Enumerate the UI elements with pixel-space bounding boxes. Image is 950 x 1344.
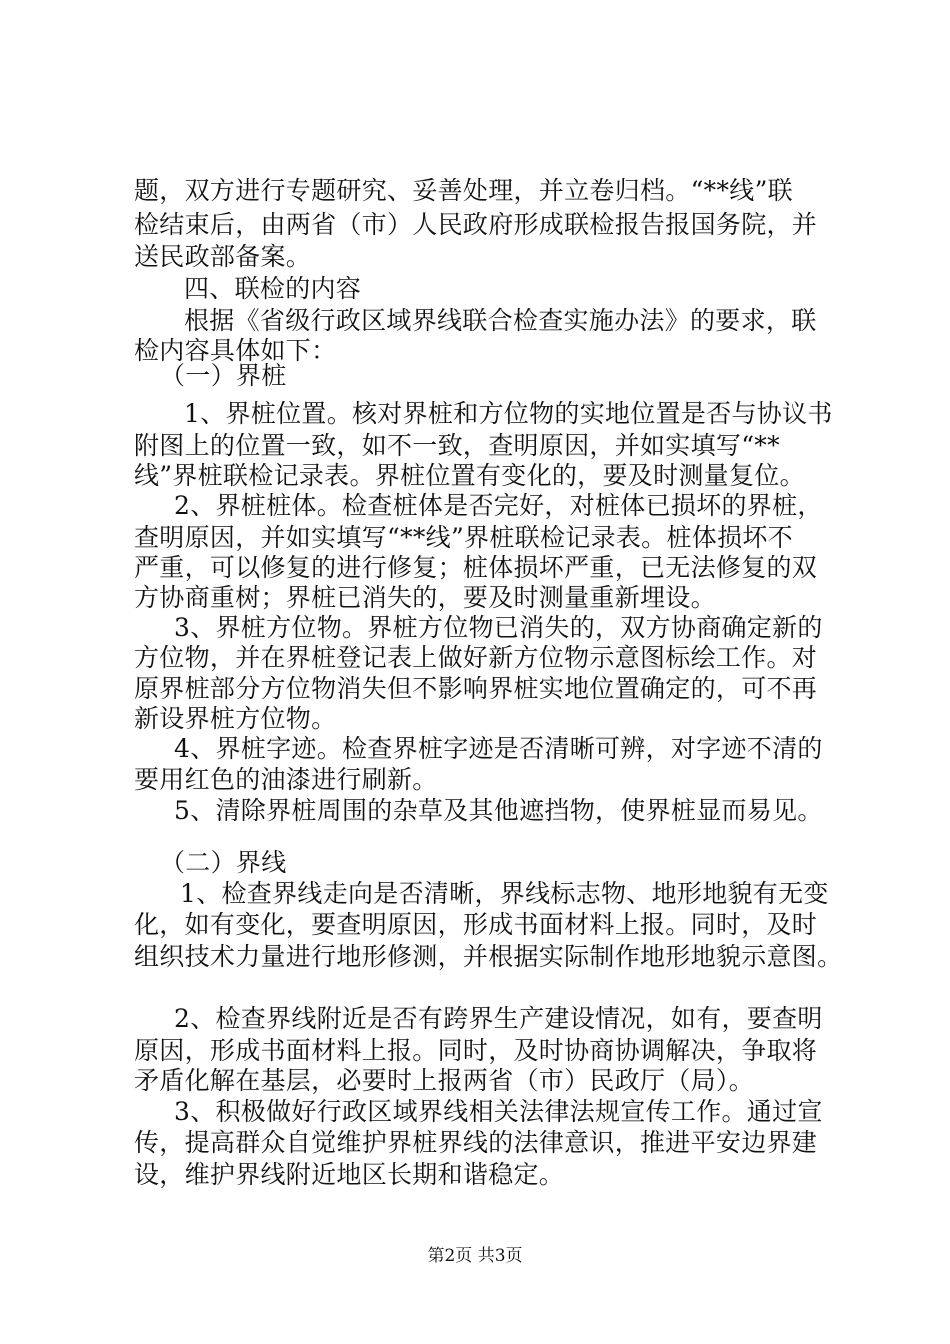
- section-heading: 四、联检的内容: [184, 274, 362, 303]
- text-line: 严重，可以修复的进行修复；桩体损坏严重，已无法修复的双: [134, 553, 818, 582]
- text-line: 3、积极做好行政区域界线相关法律法规宣传工作。通过宣: [174, 1097, 823, 1126]
- text-line: 传，提高群众自觉维护界桩界线的法律意识，推进平安边界建: [134, 1128, 818, 1157]
- text-line: 组织技术力量进行地形修测，并根据实际制作地形地貌示意图。: [134, 942, 843, 971]
- text-line: 检内容具体如下：: [134, 336, 337, 365]
- text-line: 原因，形成书面材料上报。同时，及时协商协调解决，争取将: [134, 1036, 818, 1065]
- text-line: 题，双方进行专题研究、妥善处理，并立卷归档。“**线”联: [134, 176, 793, 205]
- text-line: 方协商重树；界桩已消失的，要及时测量重新埋设。: [134, 583, 716, 612]
- text-line: 检结束后，由两省（市）人民政府形成联检报告报国务院，并: [134, 210, 818, 239]
- text-line: 5、清除界桩周围的杂草及其他遮挡物，使界桩显而易见。: [174, 796, 823, 825]
- text-line: 3、界桩方位物。界桩方位物已消失的，双方协商确定新的: [174, 613, 823, 642]
- text-line: 2、界桩桩体。检查桩体是否完好，对桩体已损坏的界桩，: [174, 491, 823, 520]
- text-line: 设，维护界线附近地区长期和谐稳定。: [134, 1160, 565, 1189]
- text-line: 化，如有变化，要查明原因，形成书面材料上报。同时，及时: [134, 910, 818, 939]
- subsection-heading: （一）界桩: [160, 361, 287, 390]
- subsection-heading: （二）界线: [160, 848, 287, 877]
- text-line: 附图上的位置一致，如不一致，查明原因，并如实填写“**: [134, 431, 780, 460]
- page-footer: 第2页 共3页: [427, 1246, 523, 1266]
- text-line: 1、检查界线走向是否清晰，界线标志物、地形地貌有无变: [180, 879, 829, 908]
- text-line: 2、检查界线附近是否有跨界生产建设情况，如有，要查明: [174, 1004, 823, 1033]
- text-line: 原界桩部分方位物消失但不影响界桩实地位置确定的，可不再: [134, 674, 818, 703]
- text-line: 方位物，并在界桩登记表上做好新方位物示意图标绘工作。对: [134, 643, 818, 672]
- text-line: 线”界桩联检记录表。界桩位置有变化的，要及时测量复位。: [134, 461, 805, 490]
- text-line: 新设界桩方位物。: [134, 704, 337, 733]
- text-line: 4、界桩字迹。检查界桩字迹是否清晰可辨，对字迹不清的: [174, 734, 823, 763]
- text-line: 矛盾化解在基层，必要时上报两省（市）民政厅（局）。: [134, 1066, 755, 1095]
- text-line: 查明原因，并如实填写“**线”界桩联检记录表。桩体损坏不: [134, 523, 793, 552]
- text-line: 送民政部备案。: [134, 242, 312, 271]
- text-line: 根据《省级行政区域界线联合检查实施办法》的要求，联: [184, 306, 817, 335]
- text-line: 1、界桩位置。核对界桩和方位物的实地位置是否与协议书: [184, 399, 833, 428]
- text-line: 要用红色的油漆进行刷新。: [134, 765, 438, 794]
